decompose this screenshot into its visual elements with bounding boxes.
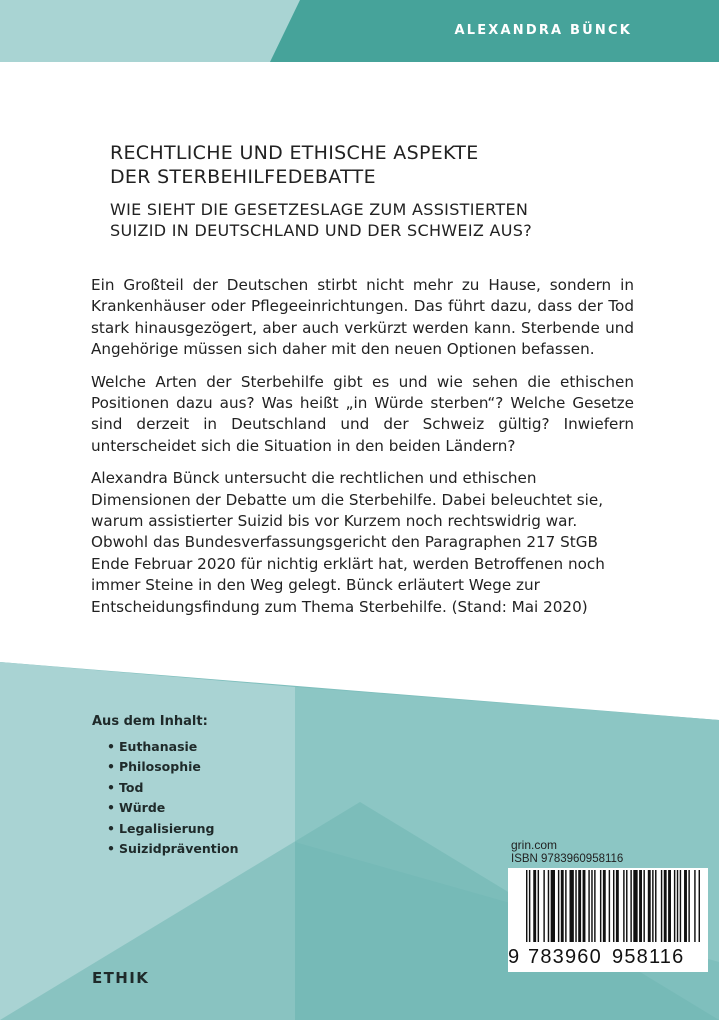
barcode-bar: [548, 870, 549, 944]
barcode-digit-group-1: 783960: [528, 946, 602, 968]
bullet-icon: •: [107, 779, 115, 795]
barcode-bar: [578, 870, 581, 944]
series-label: ETHIK: [92, 969, 150, 987]
barcode-bar: [655, 870, 656, 944]
barcode-bar: [626, 870, 627, 944]
barcode-bar: [558, 870, 559, 944]
book-title-line-1: RECHTLICHE UND ETHISCHE ASPEKTE: [110, 142, 479, 164]
blurb-text: [91, 275, 634, 629]
barcode-bar: [591, 870, 592, 944]
barcode-digits: [508, 942, 708, 972]
bullet-icon: •: [107, 820, 115, 836]
barcode-bar: [623, 870, 624, 944]
contents-item-label: Legalisierung: [119, 820, 215, 836]
barcode-bar: [600, 870, 601, 944]
barcode-bar: [630, 870, 631, 944]
barcode-bar: [664, 870, 667, 944]
blurb-paragraph-3: Alexandra Bünck untersucht die rechtlichen und ethischen Dimensionen der Debatte um die Sterbehilfe. Dabei beleuchtet sie, warum assistierter Suizid bis vor Kurzem noch rechtswidrig war. Obwohl das Bundesverfassungsgericht den Paragraphen 217 StGB Ende Februar 2020 für nichtig erklärt hat, werden Betroffenen noch immer Steine in den Weg gelegt. Bünck erläutert Wege zur Entscheidungsfindung zum Thema Sterbehilfe. (Stand: Mai 2020): [91, 469, 605, 616]
barcode-bar: [616, 870, 619, 944]
barcode-bar: [661, 870, 662, 944]
contents-list: [107, 737, 239, 859]
contents-item-label: Suizidprävention: [119, 841, 239, 857]
barcode-digit-first: 9: [508, 946, 520, 968]
publisher-site: grin.com: [511, 838, 558, 852]
bullet-icon: •: [107, 759, 115, 775]
contents-item: [107, 778, 239, 798]
barcode-digit-group-2: 958116: [612, 946, 685, 968]
barcode-bar: [639, 870, 642, 944]
contents-heading: Aus dem Inhalt:: [92, 714, 208, 729]
barcode-bar: [643, 870, 644, 944]
book-title-line-2: DER STERBEHILFEDEBATTE: [110, 166, 376, 188]
author-name: ALEXANDRA BÜNCK: [454, 23, 632, 38]
contents-item-label: Philosophie: [119, 759, 201, 775]
barcode-bar: [648, 870, 651, 944]
barcode-bar: [668, 870, 671, 944]
barcode-bar: [633, 870, 637, 944]
barcode-bar: [570, 870, 574, 944]
contents-item: [107, 839, 239, 859]
contents-item: [107, 737, 239, 757]
blurb-paragraph-1: Ein Großteil der Deutschen stirbt nicht mehr zu Hause, sondern in Krankenhäuser oder Pflegeeinrichtungen. Das führt dazu, dass der Tod stark hinausgezögert, aber auch verkürzt werden kann. Sterbende und Angehörige müssen sich daher mit den neuen Optionen befassen.: [91, 276, 634, 359]
book-subtitle: [110, 199, 650, 241]
barcode-bar: [533, 870, 536, 944]
top-band: [0, 0, 719, 62]
blurb-paragraph-2: Welche Arten der Sterbehilfe gibt es und wie sehen die ethischen Positionen dazu aus? Was heißt „in Würde sterben“? Welche Gesetze sind derzeit in Deutschland und der Schweiz gültig? Inwiefern unterscheidet sich die Situation in den beiden Ländern?: [91, 372, 634, 455]
barcode-bar: [652, 870, 653, 944]
barcode-bar: [688, 870, 689, 944]
barcode-bar: [603, 870, 606, 944]
barcode-bar: [680, 870, 681, 944]
barcode-bar: [674, 870, 675, 944]
contents-item: [107, 757, 239, 777]
barcode-bar: [588, 870, 589, 944]
contents-item: [107, 798, 239, 818]
barcode-bar: [561, 870, 564, 944]
barcode-bar: [575, 870, 576, 944]
barcode-bar: [551, 870, 555, 944]
barcode-bar: [583, 870, 586, 944]
book-subtitle-line-2: SUIZID IN DEUTSCHLAND UND DER SCHWEIZ AUS?: [110, 221, 532, 240]
contents-item-label: Würde: [119, 800, 166, 816]
contents-item: [107, 819, 239, 839]
barcode-bar: [565, 870, 566, 944]
contents-item-label: Tod: [119, 779, 144, 795]
barcode-bar: [594, 870, 595, 944]
barcode-bar: [538, 870, 539, 944]
barcode-bar: [677, 870, 678, 944]
barcode-bar: [613, 870, 614, 944]
book-title: [110, 141, 650, 189]
book-subtitle-line-1: WIE SIEHT DIE GESETZESLAGE ZUM ASSISTIERTEN: [110, 200, 529, 219]
contents-item-label: Euthanasie: [119, 739, 198, 754]
barcode-bar: [543, 870, 544, 944]
barcode-bar: [684, 870, 687, 944]
bullet-icon: •: [107, 841, 115, 857]
isbn-label: ISBN 9783960958116: [511, 853, 624, 865]
bullet-icon: •: [107, 739, 115, 754]
bullet-icon: •: [107, 800, 115, 816]
